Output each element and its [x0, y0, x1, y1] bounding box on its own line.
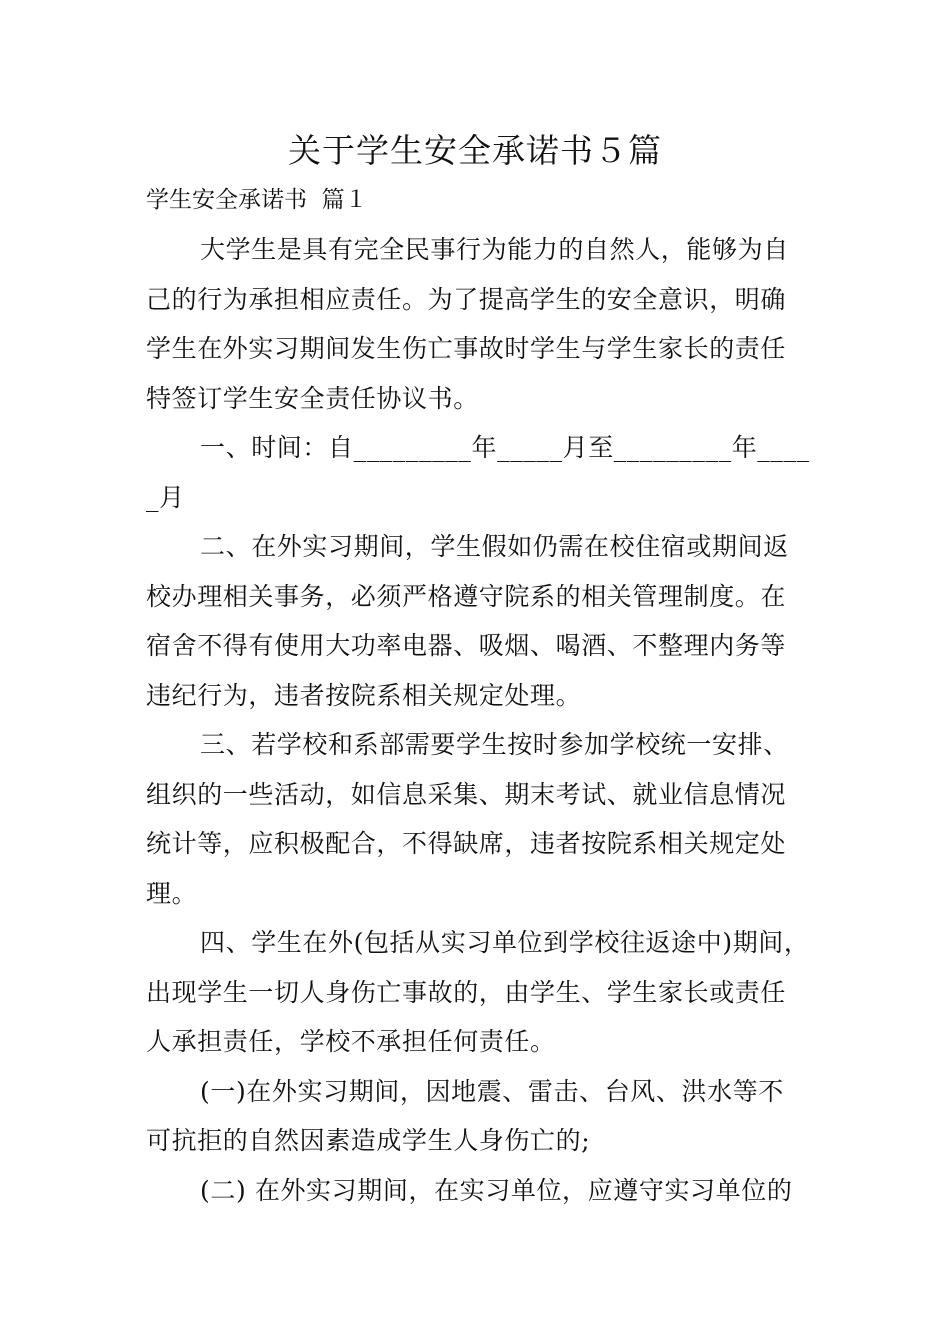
paragraph: [146, 522, 811, 720]
paragraph-line: 一、时间：自_________年_____月至_________年____: [200, 433, 810, 462]
paragraph-line: 三、若学校和系部需要学生按时参加学校统一安排、: [200, 730, 789, 759]
paragraph-line: 宿舍不得有使用大功率电器、吸烟、喝酒、不整理内务等: [146, 631, 787, 660]
paragraph-line: 组织的一些活动，如信息采集、期末考试、就业信息情况: [146, 779, 787, 809]
paragraph-line: 可抗拒的自然因素造成学生人身伤亡的;: [146, 1126, 591, 1155]
paragraph-line: 学生在外实习期间发生伤亡事故时学生与学生家长的责任: [146, 334, 787, 363]
paragraph-line: 己的行为承担相应责任。为了提高学生的安全意识，明确: [146, 284, 787, 314]
paragraph: [146, 1166, 811, 1216]
paragraph-line: 统计等，应积极配合，不得缺席，违者按院系相关规定处: [146, 829, 787, 858]
section-heading: 学生安全承诺书 篇１: [146, 187, 368, 213]
paragraph-line: 四、学生在外(包括从实习单位到学校往返途中)期间，: [200, 928, 810, 957]
paragraph: [146, 225, 811, 423]
paragraph-line: 出现学生一切人身伤亡事故的，由学生、学生家长或责任: [146, 977, 787, 1007]
paragraph: [146, 423, 811, 522]
document-body: [146, 225, 811, 1215]
paragraph: [146, 720, 811, 918]
paragraph-line: (一)在外实习期间，因地震、雷击、台风、洪水等不: [200, 1076, 784, 1106]
paragraph: [146, 1067, 811, 1166]
paragraph-line: _月: [146, 482, 185, 512]
paragraph-line: 二、在外实习期间，学生假如仍需在校住宿或期间返: [200, 532, 789, 561]
document-title: 关于学生安全承诺书５篇: [288, 131, 662, 170]
paragraph-line: 特签订学生安全责任协议书。: [146, 383, 479, 413]
paragraph-line: 大学生是具有完全民事行为能力的自然人，能够为自: [200, 235, 789, 264]
paragraph: [146, 918, 811, 1067]
paragraph-line: 人承担责任，学校不承担任何责任。: [146, 1027, 556, 1056]
paragraph-line: 校办理相关事务，必须严格遵守院系的相关管理制度。在: [146, 581, 787, 611]
paragraph-line: 违纪行为，违者按院系相关规定处理。: [146, 680, 582, 710]
paragraph-line: 理。: [146, 878, 198, 908]
paragraph-line: (二) 在外实习期间，在实习单位，应遵守实习单位的: [200, 1175, 793, 1205]
